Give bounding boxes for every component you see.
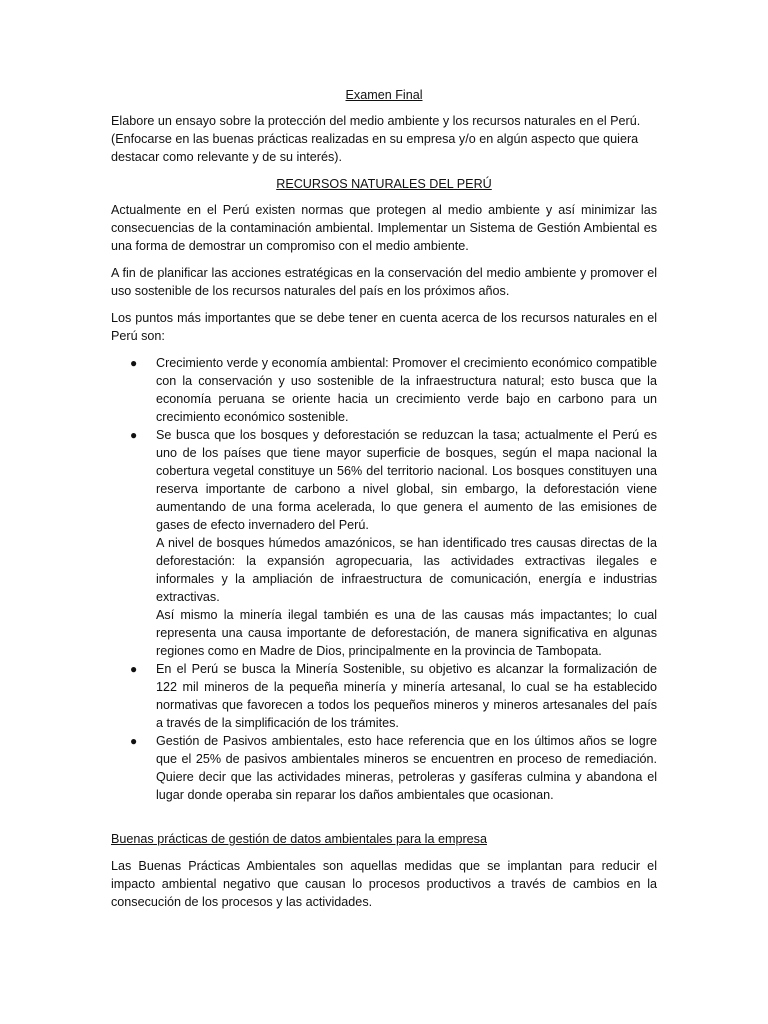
document-title: Examen Final [345,88,423,102]
section-spacer [111,804,657,830]
bullet-text-bosques: Se busca que los bosques y deforestación se reduzcan la tasa; actualmente el Perú es uno de los países que tiene mayor superficie de bosques, según el mapa nacional la cobertura vegetal constituye un 56% del territorio nacional. Los bosques constituyen una reserva importante de carbono a nivel global, sin embargo, la deforestación viene aumentando de una forma acelerada, lo que genera el aumento de las emisiones de gases de efecto invernadero del Perú. [156,428,657,532]
document-page [111,86,657,920]
bullet-icon: ● [130,428,138,442]
list-item [111,732,657,804]
intro-line-1: Elabore un ensayo sobre la protección del medio ambiente y los recursos naturales en el Perú. [111,114,641,128]
bullet-text-mineria-ilegal: Así mismo la minería ilegal también es una de las causas más impactantes; lo cual representa una causa importante de deforestación, de manera significativa en algunas regiones como en Madre de Dios, principalmente en la provincia de Tambopata. [156,608,657,658]
bullet-icon: ● [130,356,138,370]
paragraph-buenas-practicas: Las Buenas Prácticas Ambientales son aquellas medidas que se implantan para reducir el impacto ambiental negativo que causan lo procesos productivos a través de cambios en la consecución de los procesos y las actividades. [111,859,657,909]
bullet-icon: ● [130,734,138,748]
intro-line-2: (Enfocarse en las buenas prácticas realizadas en su empresa y/o en algún aspecto que quiera destacar como relevante y de su interés). [111,132,639,164]
paragraph-normas: Actualmente en el Perú existen normas que protegen al medio ambiente y así minimizar las consecuencias de la contaminación ambiental. Implementar un Sistema de Gestión Ambiental es una forma de demostrar un compromiso con el medio ambiente. [111,203,657,253]
list-item [111,426,657,660]
bullet-text-bosques-amazonicos: A nivel de bosques húmedos amazónicos, se han identificado tres causas directas de la deforestación: la expansión agropecuaria, las actividades extractivas ilegales e informales y la ampliación de infraestructura de comunicación, energía e industrias extractivas. [156,536,657,604]
list-item [111,354,657,426]
intro-paragraph [111,112,657,166]
section-heading-buenas-practicas: Buenas prácticas de gestión de datos ambientales para la empresa [111,832,487,846]
bullet-icon: ● [130,662,138,676]
list-item [111,660,657,732]
paragraph-puntos: Los puntos más importantes que se debe tener en cuenta acerca de los recursos naturales en el Perú son: [111,311,657,343]
bullet-list [111,354,657,804]
bullet-text-crecimiento: Crecimiento verde y economía ambiental: Promover el crecimiento económico compatible con la conservación y uso sostenible de la infraestructura natural; esto busca que la economía peruana se oriente hacia un crecimiento verde bajo en carbono para un crecimiento económico sostenible. [156,356,657,424]
bullet-text-mineria-sostenible: En el Perú se busca la Minería Sostenible, su objetivo es alcanzar la formalización de 122 mil mineros de la pequeña minería y minería artesanal, lo cual se ha establecido normativas que favorecen a todos los pequeños mineros y mineros artesanales del país a través de la simplificación de los trámites. [156,662,657,730]
paragraph-planificar: A fin de planificar las acciones estratégicas en la conservación del medio ambiente y promover el uso sostenible de los recursos naturales del país en los próximos años. [111,266,657,298]
section-heading-recursos: RECURSOS NATURALES DEL PERÚ [276,177,492,191]
bullet-text-pasivos: Gestión de Pasivos ambientales, esto hace referencia que en los últimos años se logre que el 25% de pasivos ambientales mineros se encuentren en proceso de remediación. Quiere decir que las actividades mineras, petroleras y gasíferas culmina y abandona el lugar donde operaba sin reparar los daños ambientales que ocasionan. [156,734,657,802]
